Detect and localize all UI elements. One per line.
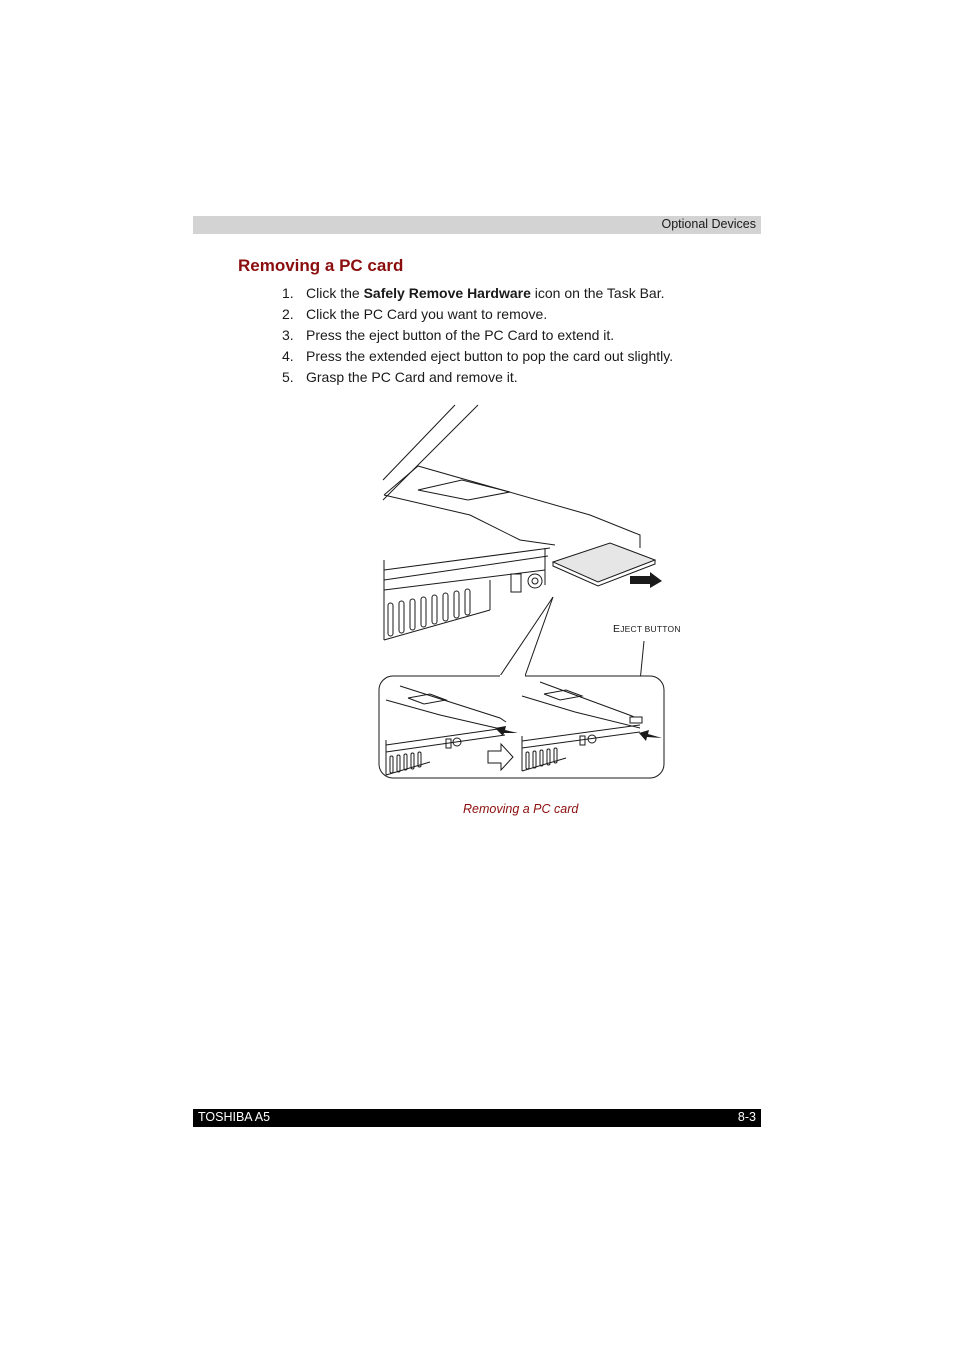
step-text: Press the eject button of the PC Card to extend it. [306, 327, 615, 343]
step-number: 5. [282, 369, 294, 385]
step-number: 4. [282, 348, 294, 364]
step-text: Grasp the PC Card and remove it. [306, 369, 518, 385]
step-number: 2. [282, 306, 294, 322]
step-text: Press the extended eject button to pop the card out slightly. [306, 348, 674, 364]
pull-arrow-icon [630, 572, 662, 588]
pc-card-removal-illustration [376, 402, 672, 784]
step-text: Click the PC Card you want to remove. [306, 306, 548, 322]
zoom-cone-line [525, 597, 553, 676]
step-number: 3. [282, 327, 294, 343]
page-number: 8-3 [737, 1110, 756, 1124]
running-footer [193, 1109, 761, 1127]
ui-term-safely-remove-hardware: Safely Remove Hardware [363, 285, 531, 301]
eject-button-label: EJECT BUTTON [613, 623, 681, 635]
running-header [193, 216, 761, 234]
figure-caption: Removing a PC card [463, 802, 579, 816]
section-heading: Removing a PC card [238, 256, 404, 275]
laptop-corner-drawing [383, 405, 640, 640]
vent-slots [388, 589, 470, 636]
footer-model-name: TOSHIBA A5 [198, 1110, 271, 1124]
step-number: 1. [282, 285, 294, 301]
header-section-name: Optional Devices [661, 217, 756, 231]
step-text: Click the Safely Remove Hardware icon on the Task Bar. [306, 285, 665, 301]
zoom-cone-line [500, 597, 553, 676]
